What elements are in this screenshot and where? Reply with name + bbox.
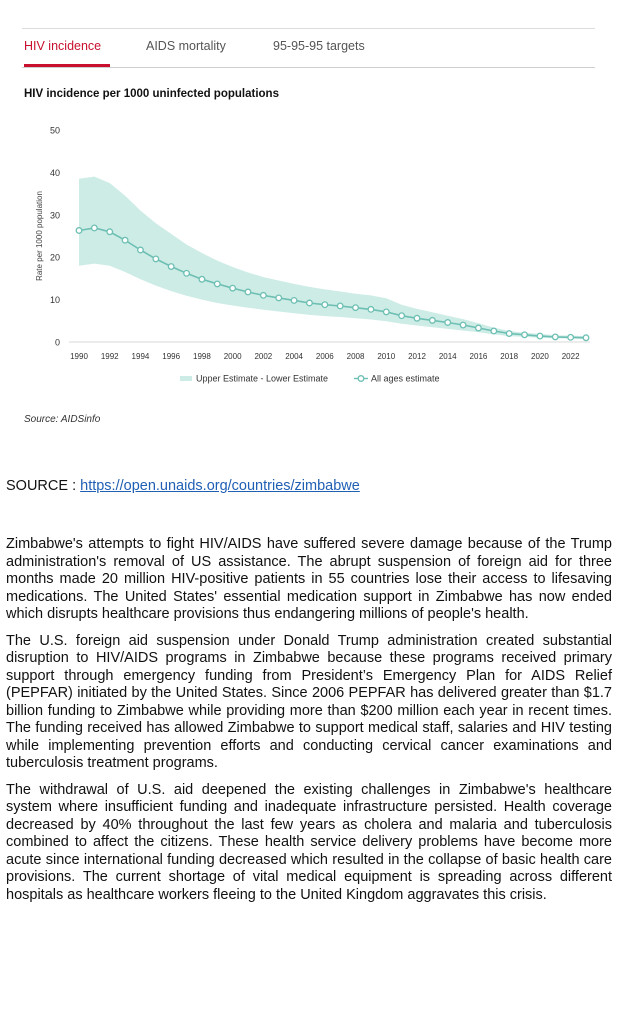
data-point-2021 <box>552 334 558 340</box>
data-point-2011 <box>399 313 405 319</box>
y-tick-label: 0 <box>54 337 60 348</box>
y-tick-label: 10 <box>49 295 60 306</box>
x-tick-label: 1990 <box>70 352 88 361</box>
y-tick-label: 40 <box>49 167 60 178</box>
x-tick-label: 2018 <box>500 352 519 361</box>
x-tick-label: 2022 <box>561 352 580 361</box>
legend-marker-icon <box>358 376 364 382</box>
data-point-2014 <box>445 320 451 326</box>
y-tick-label: 30 <box>49 210 60 221</box>
data-point-2015 <box>460 322 466 328</box>
x-tick-label: 2012 <box>408 352 426 361</box>
chart-tab-bar <box>22 28 595 68</box>
x-tick-label: 2020 <box>531 352 549 361</box>
data-point-2010 <box>383 309 389 315</box>
legend-band-label: Upper Estimate - Lower Estimate <box>196 373 329 384</box>
data-point-1995 <box>153 256 159 262</box>
data-point-2017 <box>491 328 497 334</box>
x-tick-label: 2004 <box>285 352 303 361</box>
active-tab-indicator <box>24 64 110 67</box>
x-tick-label: 2014 <box>438 352 457 361</box>
x-tick-label: 1994 <box>131 352 150 361</box>
data-point-2016 <box>476 325 482 331</box>
data-point-2012 <box>414 315 420 321</box>
article-paragraph: The U.S. foreign aid suspension under Donald Trump administration created substantial disruption to HIV/AIDS programs in Zimbabwe because these programs received primary support through emergency funding from President’s Emergency Plan for AIDS Relief (PEPFAR) initiated by the United States. Since 2006 PEPFAR has delivered greater than $1.7 billion funding to Zimbabwe while providing more than $200 million each year in recent times. The funding received has allowed Zimbabwe to support medical staff, salaries and HIV testing while implementing prevention efforts and conducting cervical cancer examinations and tuberculosis treatment programs. <box>6 632 612 771</box>
legend-band-swatch <box>180 376 192 381</box>
data-point-1991 <box>92 225 98 231</box>
data-point-2020 <box>537 333 543 339</box>
source-label: SOURCE : <box>6 478 81 494</box>
chart-source-note: Source: AIDSinfo <box>24 414 101 425</box>
x-tick-label: 1996 <box>162 352 181 361</box>
x-tick-label: 2002 <box>254 352 273 361</box>
tab-aids-mortality[interactable]: AIDS mortality <box>146 39 226 53</box>
data-point-1999 <box>214 281 220 287</box>
data-point-1996 <box>168 264 174 270</box>
data-point-2006 <box>322 302 328 308</box>
data-point-1997 <box>184 271 190 277</box>
x-tick-label: 2006 <box>315 352 334 361</box>
data-point-2007 <box>337 303 343 309</box>
x-tick-label: 1998 <box>193 352 211 361</box>
y-axis-label: Rate per 1000 population <box>35 191 44 281</box>
data-point-2019 <box>522 332 528 338</box>
hiv-incidence-chart <box>0 112 617 402</box>
data-point-2008 <box>353 305 359 311</box>
data-point-2018 <box>506 331 512 337</box>
data-point-2005 <box>307 300 313 306</box>
x-tick-label: 2010 <box>377 352 396 361</box>
x-tick-label: 1992 <box>100 352 119 361</box>
legend-line-label: All ages estimate <box>371 373 440 384</box>
x-tick-label: 2000 <box>223 352 242 361</box>
tab-95-95-95-targets[interactable]: 95-95-95 targets <box>273 39 365 53</box>
data-point-2002 <box>261 293 267 299</box>
data-point-1994 <box>138 247 144 253</box>
data-point-2022 <box>568 335 574 341</box>
data-point-1990 <box>76 228 82 234</box>
data-point-2023 <box>583 335 589 341</box>
data-point-2013 <box>430 318 436 324</box>
data-point-1993 <box>122 237 128 243</box>
data-point-2004 <box>291 298 297 304</box>
source-line <box>6 478 360 494</box>
x-tick-label: 2008 <box>346 352 365 361</box>
data-point-2000 <box>230 285 236 291</box>
y-tick-label: 50 <box>49 125 60 136</box>
article-paragraph: The withdrawal of U.S. aid deepened the existing challenges in Zimbabwe's healthcare system where insufficient funding and inadequate infrastructure persisted. Health coverage decreased by 40% throughout the last few years as cholera and malaria and tuberculosis combined to affect the citizens. These health service delivery problems have become more acute since international funding decreased which resulted in the collapse of basic health care provisions. The current shortage of vital medical equipment is spreading across different hospitals as healthcare workers fleeing to the United Kingdom aggravates this crisis. <box>6 781 612 903</box>
data-point-2009 <box>368 307 374 313</box>
x-tick-label: 2016 <box>469 352 488 361</box>
tab-hiv-incidence[interactable]: HIV incidence <box>24 39 102 53</box>
data-point-1992 <box>107 229 113 235</box>
y-tick-label: 20 <box>49 252 60 263</box>
article-body <box>6 536 612 913</box>
chart-title: HIV incidence per 1000 uninfected populations <box>24 88 279 100</box>
data-point-2003 <box>276 295 282 301</box>
data-point-2001 <box>245 289 251 295</box>
article-paragraph: Zimbabwe's attempts to fight HIV/AIDS have suffered severe damage because of the Trump administration's removal of US assistance. The abrupt suspension of foreign aid for three months made 20 million HIV-positive patients in 55 countries lose their access to lifesaving medications. The United States' essential medication support in Zimbabwe has now ended which disrupts healthcare provisions thus endangering millions of people's health. <box>6 536 612 622</box>
source-link[interactable]: https://open.unaids.org/countries/zimbabwe <box>80 478 360 494</box>
data-point-1998 <box>199 276 205 282</box>
